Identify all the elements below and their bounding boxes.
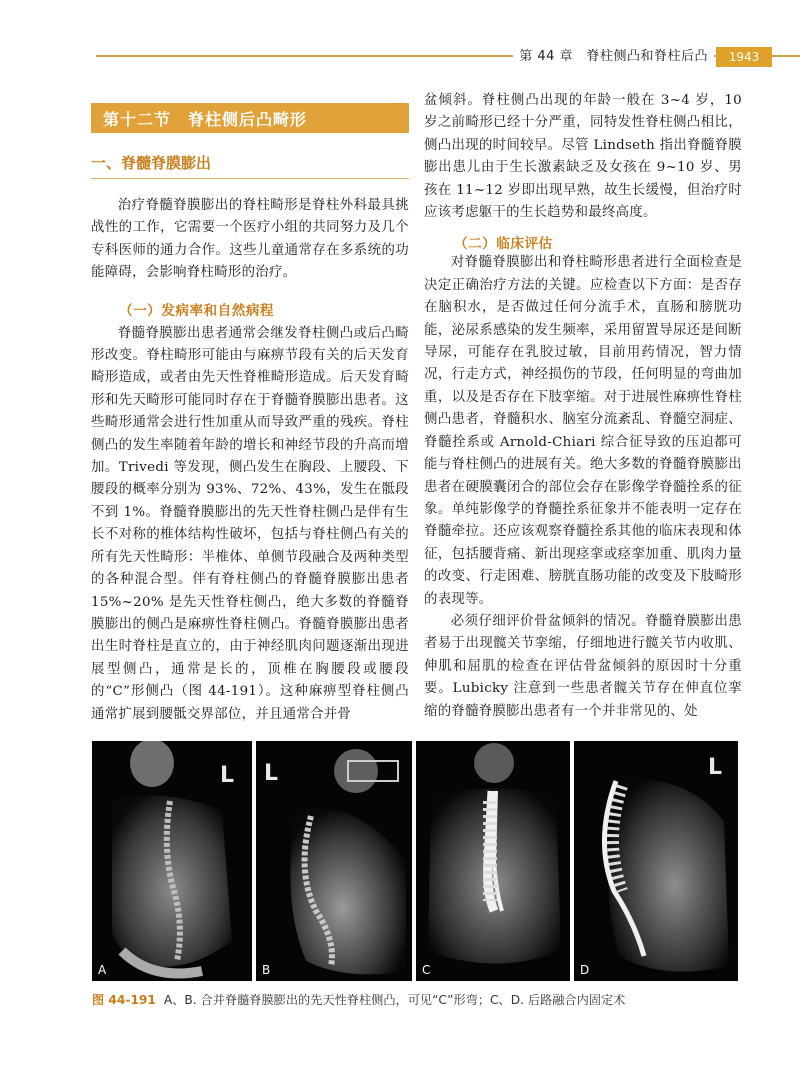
left-paragraph-2: 脊髓脊膜膨出患者通常会继发脊柱侧凸或后凸畸形改变。脊柱畸形可能由与麻痹节段有关的后天发育畸形造成，或者由先天性脊椎畸形造成。后天发育畸形和先天畸形可能同时存在于脊髓脊膜膨出患者。这些畸形通常会进行性加重从而导致严重的残疾。脊柱侧凸的发生率随着年龄的增长和神经节段的升高而增加。Trivedi 等发现，侧凸发生在胸段、上腰段、下腰段的概率分别为 93%、72%、43%，发生在骶段不到 1%。脊髓脊膜膨出的先天性脊柱侧凸是伴有生长不对称的椎体结构性破坏，包括与脊柱侧凸有关的所有先天性畸形：半椎体、单侧节段融合及两种类型的各种混合型。伴有脊柱侧凸的脊髓脊膜膨出患者 15%~20% 是先天性脊柱侧凸，绝大多数的脊髓脊膜膨出的侧凸是麻痹性脊柱侧凸。脊髓脊膜膨出患者出生时脊柱是直立的，由于神经肌肉问题逐渐出现进展型侧凸，通常是长的，顶椎在胸腰段或腰段的“C”形侧凸（图 44-191）。这种麻痹型脊柱侧凸通常扩展到腰骶交界部位，并且通常合并骨: [91, 325, 409, 722]
section-title: 第十二节 脊柱侧后凸畸形: [103, 109, 308, 129]
panel-label-c: C: [422, 963, 431, 977]
heading-level-1: 一、脊髓脊膜膨出: [91, 152, 409, 179]
running-head: 第 44 章 脊柱侧凸和脊柱后凸: [513, 50, 714, 64]
figure-number: 图 44-191: [92, 993, 156, 1007]
heading-clinical: （二）临床评估: [454, 236, 553, 253]
panel-label-b: B: [262, 963, 271, 977]
side-marker-a: L: [220, 763, 235, 788]
page-number: 1943: [716, 47, 772, 67]
figure-caption-text: A、B. 合并脊髓脊膜膨出的先天性脊柱侧凸，可见“C”形弯；C、D. 后路融合内固定术: [163, 993, 626, 1007]
panel-label-d: D: [580, 963, 590, 977]
xray-panel-d: [574, 741, 738, 981]
right-paragraph-1: 盆倾斜。脊柱侧凸出现的年龄一般在 3~4 岁，10 岁之前畸形已经十分严重，同特发性脊柱侧凸相比，侧凸出现的时间较早。尽管 Lindseth 指出脊髓脊膜膨出患儿由于生长激素缺乏及女孩在 9~10 岁、男孩在 11~12 岁即出现早熟，故生长缓慢，但治疗时应该考虑躯干的生长趋势和最终高度。: [424, 93, 742, 221]
side-marker-d: L: [708, 755, 723, 780]
figure-44-191: [92, 741, 738, 981]
xray-panel-b: [256, 741, 412, 981]
left-paragraph-1: 治疗脊髓脊膜膨出的脊柱畸形是脊柱外科最具挑战性的工作，它需要一个医疗小组的共同努力及几个专科医师的通力合作。这些儿童通常存在多系统的功能障碍，会影响脊柱畸形的治疗。: [91, 198, 409, 281]
left-column: [91, 95, 409, 726]
heading-incidence: （一）发病率和自然病程: [119, 302, 275, 319]
right-paragraph-3: 必须仔细评价骨盆倾斜的情况。脊髓脊膜膨出患者易于出现髋关节挛缩，仔细地进行髋关节内收肌、伸肌和屈肌的检查在评估骨盆倾斜的原因时十分重要。Lubicky 注意到一些患者髋关节存在伸直位挛缩的脊髓脊膜膨出患者有一个并非常见的、处: [424, 613, 742, 719]
xray-panel-a: [92, 741, 252, 981]
right-paragraph-2: 对脊髓脊膜膨出和脊柱畸形患者进行全面检查是决定正确治疗方法的关键。应检查以下方面：是否存在脑积水，是否做过任何分流手术，直肠和膀胱功能，泌尿系感染的发生频率，采用留置导尿还是间断导尿，可能存在乳胶过敏，目前用药情况，智力情况，行走方式，神经损伤的节段，任何明显的弯曲加重，以及是否存在下肢挛缩。对于进展性麻痹性脊柱侧凸患者，脊髓积水、脑室分流紊乱、脊髓空洞症、脊髓拴系或 Arnold-Chiari 综合征导致的压迫都可能与脊柱侧凸的进展有关。绝大多数的脊髓脊膜膨出患者在硬膜囊闭合的部位会存在影像学脊髓拴系的征象。单纯影像学的脊髓拴系征象并不能表明一定存在脊髓牵拉。还应该观察脊髓拴系其他的临床表现和体征，包括腰背痛、新出现痉挛或痉挛加重、肌肉力量的改变、行走困难、膀胱直肠功能的改变及下肢畸形的表现等。: [424, 255, 742, 607]
xray-image-b: [256, 741, 412, 981]
section-banner: [91, 103, 409, 133]
xray-panel-c: [416, 741, 570, 981]
figure-caption: [92, 991, 752, 1008]
xray-image-c: [416, 741, 570, 981]
side-marker-b: L: [264, 761, 279, 786]
panel-label-a: A: [98, 963, 107, 977]
right-column: [424, 90, 742, 723]
